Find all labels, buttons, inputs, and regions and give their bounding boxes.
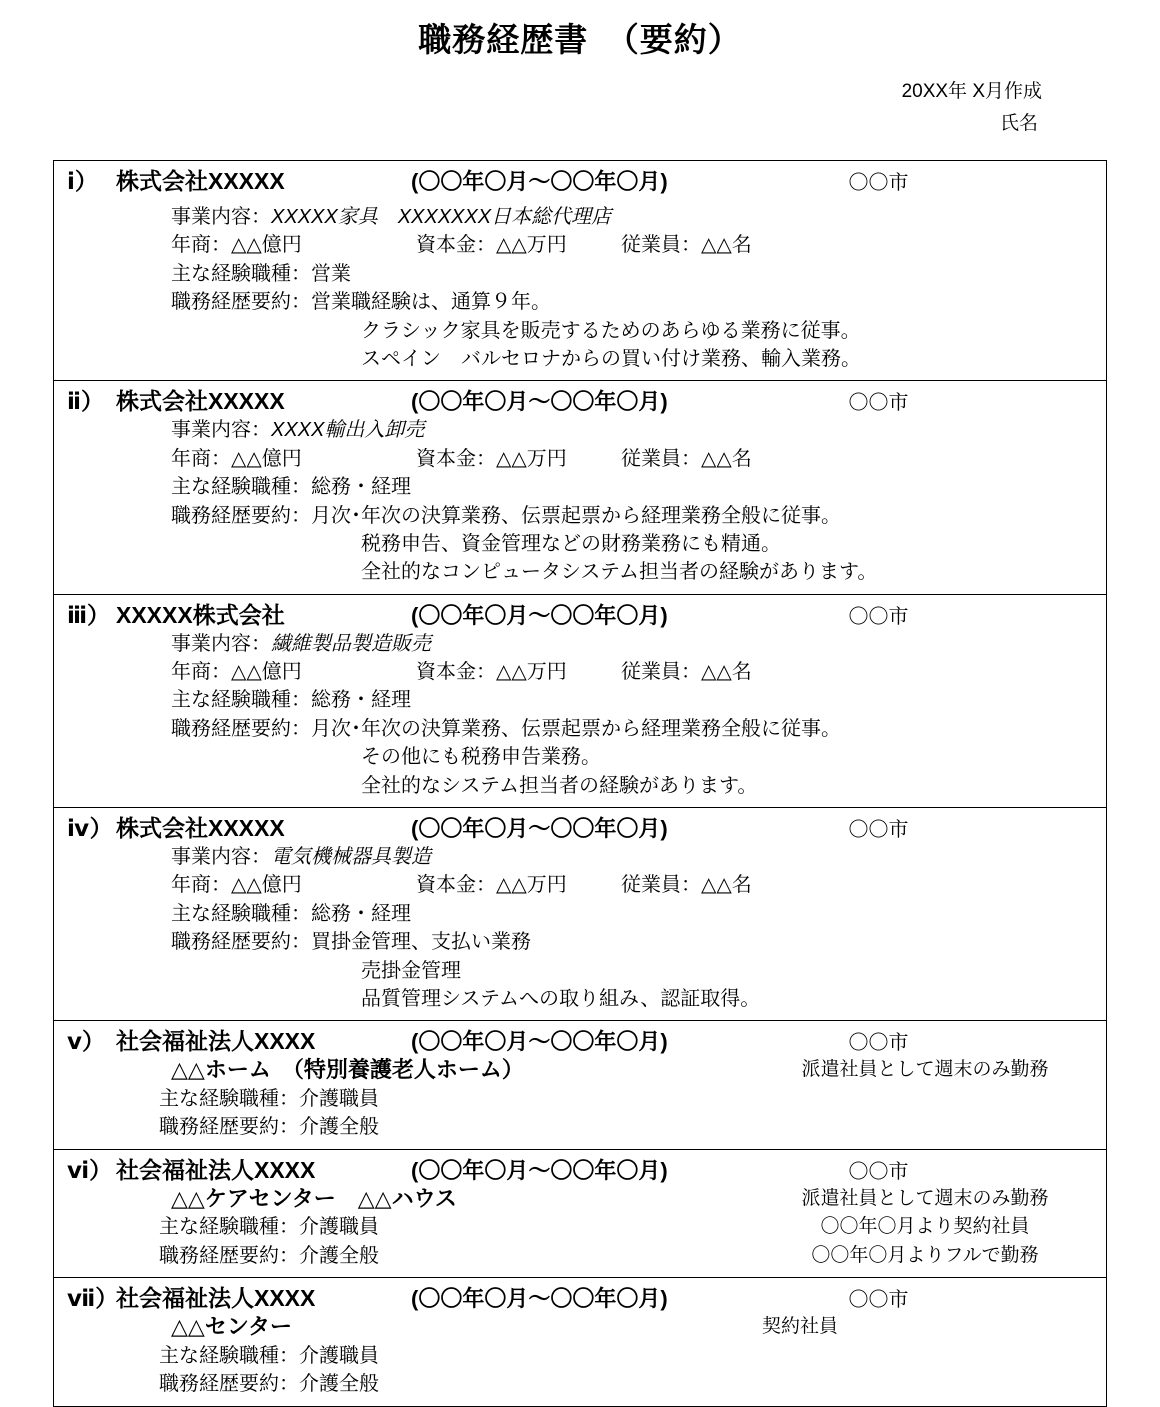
employees-value: 従業員：△△名 [621, 447, 752, 470]
revenue-value: 年商：△△億円 [171, 447, 302, 470]
entry-details [54, 1313, 754, 1398]
summary-value: 買掛金管理、支払い業務 [311, 931, 531, 954]
page-title: 職務経歴書 （要約） [418, 21, 742, 58]
entry-details [54, 416, 877, 586]
entry-notes [754, 1313, 1106, 1342]
entry-notes [754, 1056, 1106, 1085]
main-job-label: 主な経験職種： [171, 476, 311, 499]
entry-details [54, 630, 841, 800]
entry-index: ⅲ） [67, 601, 111, 628]
summary-line [171, 345, 861, 373]
summary-line [159, 1370, 754, 1398]
entry-body [54, 196, 1106, 380]
entry-company: 株式会社XXXXX [116, 167, 285, 194]
summary-line [171, 743, 841, 771]
created-date: 20XX年 X月作成 [901, 81, 1042, 103]
entry-city: 〇〇市 [848, 819, 909, 842]
summary-value: 月次･年次の決算業務、伝票起票から経理業務全般に従事。 [311, 504, 841, 527]
summary-line [171, 288, 861, 316]
revenue-value: 年商：△△億円 [171, 874, 302, 897]
business-label: 事業内容： [171, 419, 271, 442]
entry-company: 社会福祉法人XXXX [116, 1028, 316, 1055]
employees-value: 従業員：△△名 [621, 661, 752, 684]
business-label: 事業内容： [171, 205, 271, 228]
revenue-value: 年商：△△億円 [171, 661, 302, 684]
entry-body [54, 416, 1106, 593]
summary-line [171, 957, 760, 985]
summary-label: 職務経歴要約： [159, 1244, 299, 1267]
entry-city: 〇〇市 [848, 605, 909, 628]
entry-details [54, 1056, 754, 1141]
main-job-line [171, 686, 841, 714]
entry-city: 〇〇市 [848, 392, 909, 415]
entry-header [54, 1150, 1106, 1185]
summary-label: 職務経歴要約： [159, 1373, 299, 1396]
main-job-line [171, 473, 877, 501]
business-line [171, 843, 760, 871]
entry-index: ⅶ） [67, 1285, 119, 1312]
entry-index: ⅰ） [67, 167, 98, 194]
capital-value: 資本金：△△万円 [416, 661, 567, 684]
entry-index: ⅱ） [67, 388, 104, 415]
employees-value: 従業員：△△名 [621, 234, 752, 257]
entry-period: (〇〇年〇月～〇〇年〇月) [411, 168, 668, 194]
main-job-line [159, 1213, 754, 1241]
header-meta [0, 76, 1160, 139]
entry-period: (〇〇年〇月～〇〇年〇月) [411, 816, 668, 842]
summary-label: 職務経歴要約： [171, 717, 311, 740]
summary-label: 職務経歴要約： [159, 1116, 299, 1139]
main-job-line [171, 900, 760, 928]
summary-value: スペイン バルセロナからの買い付け業務、輸入業務。 [361, 347, 861, 370]
summary-value: 営業職経験は、通算９年。 [311, 291, 551, 314]
entry-header [54, 808, 1106, 843]
entry-index: ⅵ） [67, 1156, 113, 1183]
main-job-line [159, 1342, 754, 1370]
summary-value: 全社的なシステム担当者の経験があります。 [361, 774, 758, 797]
entry-period: (〇〇年〇月～〇〇年〇月) [411, 1286, 668, 1312]
entry-index: ⅳ） [67, 815, 113, 842]
entry-company: 株式会社XXXXX [116, 388, 285, 415]
career-entry [54, 381, 1106, 594]
main-job-line [171, 260, 861, 288]
business-value: XXXX輸出入卸売 [271, 419, 425, 442]
entry-company: XXXXX株式会社 [116, 601, 285, 628]
entry-details [54, 196, 861, 373]
main-job-label: 主な経験職種： [171, 902, 311, 925]
summary-value: 売掛金管理 [361, 959, 461, 982]
business-line [171, 630, 841, 658]
main-job-value: 介護職員 [299, 1344, 379, 1367]
main-job-value: 総務・経理 [311, 476, 411, 499]
summary-value: 税務申告、資金管理などの財務業務にも精通。 [361, 532, 781, 555]
summary-value: 介護全般 [299, 1244, 379, 1267]
business-label: 事業内容： [171, 846, 271, 869]
note-line: 〇〇年〇月より契約社員 [820, 1216, 1030, 1238]
entry-period: (〇〇年〇月～〇〇年〇月) [411, 1157, 668, 1183]
main-job-value: 介護職員 [299, 1087, 379, 1110]
financial-line [171, 445, 877, 473]
summary-line [159, 1242, 754, 1270]
business-value: XXXXX家具 XXXXXXX日本総代理店 [271, 205, 612, 228]
entry-city: 〇〇市 [848, 1289, 909, 1312]
main-job-label: 主な経験職種： [171, 262, 311, 285]
summary-value: その他にも税務申告業務。 [361, 746, 601, 769]
entry-period: (〇〇年〇月～〇〇年〇月) [411, 602, 668, 628]
capital-value: 資本金：△△万円 [416, 874, 567, 897]
career-entry [54, 808, 1106, 1021]
career-entry [54, 595, 1106, 808]
capital-value: 資本金：△△万円 [416, 447, 567, 470]
summary-label: 職務経歴要約： [171, 291, 311, 314]
entry-header [54, 595, 1106, 630]
main-job-label: 主な経験職種： [159, 1087, 299, 1110]
career-entry [54, 1150, 1106, 1279]
employees-value: 従業員：△△名 [621, 874, 752, 897]
main-job-label: 主な経験職種： [159, 1344, 299, 1367]
revenue-value: 年商：△△億円 [171, 234, 302, 257]
business-line [171, 203, 861, 231]
summary-line [171, 317, 861, 345]
entry-details [54, 843, 760, 1013]
facility-name: △△センター [171, 1314, 292, 1340]
entry-body [54, 630, 1106, 807]
main-job-value: 介護職員 [299, 1216, 379, 1239]
career-entry [54, 1021, 1106, 1149]
entry-body [54, 1185, 1106, 1278]
entry-header [54, 1021, 1106, 1056]
summary-value: 介護全般 [299, 1373, 379, 1396]
entry-body [54, 1313, 1106, 1405]
entry-header [54, 381, 1106, 416]
entry-city: 〇〇市 [848, 1160, 909, 1183]
financial-line [171, 231, 861, 259]
summary-line [171, 530, 877, 558]
main-job-value: 総務・経理 [311, 902, 411, 925]
entry-city: 〇〇市 [848, 171, 909, 194]
entry-period: (〇〇年〇月～〇〇年〇月) [411, 1029, 668, 1055]
applicant-name-label: 氏名 [999, 112, 1038, 134]
summary-line [171, 558, 877, 586]
main-job-value: 総務・経理 [311, 689, 411, 712]
entry-header [54, 161, 1106, 196]
entry-header [54, 1278, 1106, 1313]
summary-label: 職務経歴要約： [171, 504, 311, 527]
business-label: 事業内容： [171, 632, 271, 655]
entry-index: ⅴ） [67, 1028, 105, 1055]
career-entry [54, 161, 1106, 381]
capital-value: 資本金：△△万円 [416, 234, 567, 257]
note-line: 派遣社員として週末のみ勤務 [801, 1187, 1049, 1209]
financial-line [171, 871, 760, 899]
summary-line [171, 772, 841, 800]
business-value: 繊維製品製造販売 [271, 632, 431, 655]
entry-company: 株式会社XXXXX [116, 815, 285, 842]
summary-value: 全社的なコンピュータシステム担当者の経験があります。 [361, 561, 878, 584]
business-line [171, 416, 877, 444]
entry-period: (〇〇年〇月～〇〇年〇月) [411, 389, 668, 415]
entry-city: 〇〇市 [848, 1032, 909, 1055]
facility-name: △△ホーム （特別養護老人ホーム） [171, 1057, 524, 1083]
summary-value: 月次･年次の決算業務、伝票起票から経理業務全般に従事。 [311, 717, 841, 740]
facility-name: △△ケアセンター △△ハウス [171, 1185, 457, 1211]
career-history-table [53, 160, 1107, 1407]
entry-notes [754, 1185, 1106, 1271]
note-line: 〇〇年〇月よりフルで勤務 [811, 1244, 1039, 1266]
business-value: 電気機械器具製造 [271, 846, 431, 869]
entry-company: 社会福祉法人XXXX [116, 1156, 316, 1183]
career-entry [54, 1278, 1106, 1405]
financial-line [171, 658, 841, 686]
summary-line [171, 502, 877, 530]
summary-label: 職務経歴要約： [171, 931, 311, 954]
main-job-label: 主な経験職種： [171, 689, 311, 712]
main-job-label: 主な経験職種： [159, 1216, 299, 1239]
entry-details [54, 1185, 754, 1270]
note-line: 契約社員 [762, 1316, 839, 1338]
note-line: 派遣社員として週末のみ勤務 [801, 1059, 1049, 1081]
summary-value: 品質管理システムへの取り組み、認証取得。 [361, 987, 761, 1010]
main-job-value: 営業 [311, 262, 351, 285]
summary-value: 介護全般 [299, 1116, 379, 1139]
summary-line [171, 715, 841, 743]
summary-value: クラシック家具を販売するためのあらゆる業務に従事。 [361, 319, 861, 342]
entry-company: 社会福祉法人XXXX [116, 1285, 316, 1312]
main-job-line [159, 1085, 754, 1113]
entry-body [54, 843, 1106, 1020]
entry-body [54, 1056, 1106, 1148]
summary-line [171, 985, 760, 1013]
summary-line [171, 928, 760, 956]
summary-line [159, 1113, 754, 1141]
